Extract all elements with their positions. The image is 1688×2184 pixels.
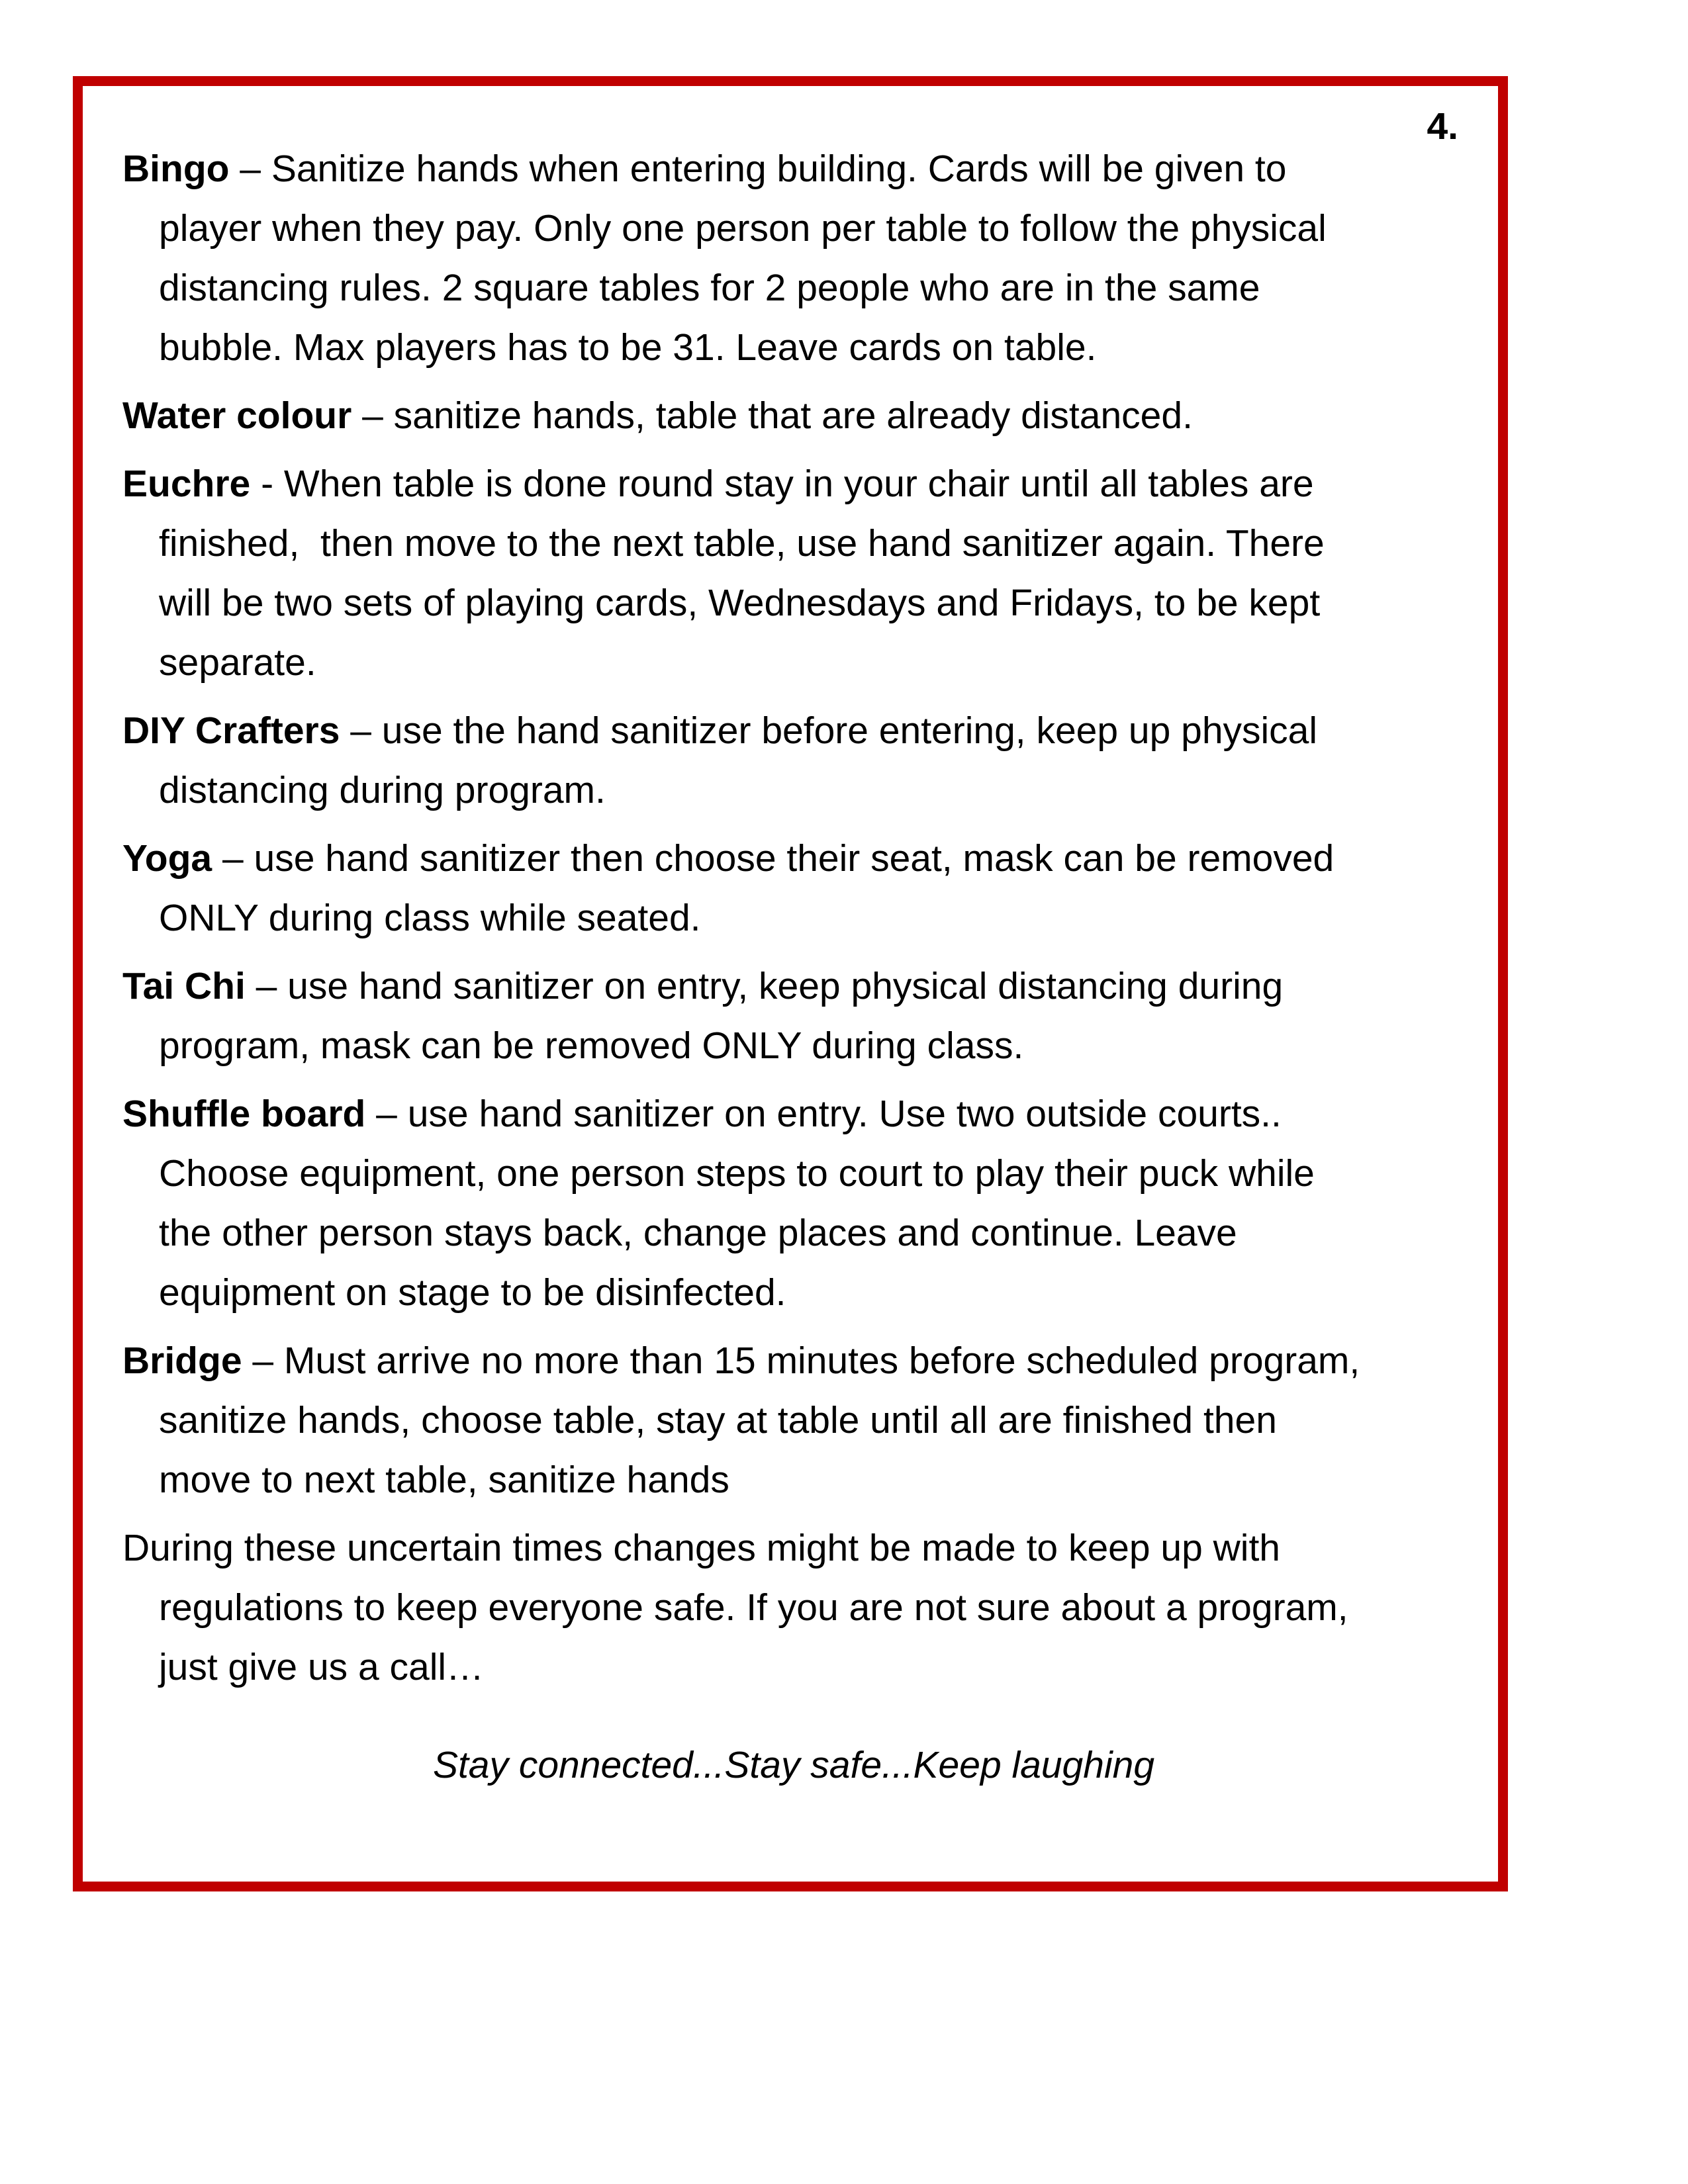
text-line: distancing during program. [159, 769, 606, 811]
text-line [122, 386, 1465, 445]
paragraph-bridge [122, 1331, 1465, 1510]
text-line [122, 956, 1465, 1016]
paragraph-water-colour [122, 386, 1465, 445]
paragraph-yoga [122, 829, 1465, 948]
paragraph-shuffle-board [122, 1084, 1465, 1322]
page-number: 4. [1427, 105, 1458, 148]
paragraph-bingo [122, 139, 1465, 377]
text-line: sanitize hands, choose table, stay at table until all are finished then [159, 1399, 1277, 1441]
text-line: bubble. Max players has to be 31. Leave cards on table. [159, 326, 1097, 369]
text-line [122, 1518, 1465, 1578]
text-line: will be two sets of playing cards, Wednesdays and Fridays, to be kept [159, 582, 1321, 624]
program-title: Euchre [122, 463, 251, 505]
text-line [122, 1331, 1465, 1390]
text-run: – Must arrive no more than 15 minutes before scheduled program, [242, 1340, 1360, 1382]
program-title: Water colour [122, 394, 352, 437]
text-line: move to next table, sanitize hands [159, 1459, 729, 1501]
text-line [122, 139, 1465, 199]
text-run: – use hand sanitizer then choose their seat, mask can be removed [212, 837, 1335, 880]
text-line [122, 454, 1465, 514]
text-run: During these uncertain times changes might be made to keep up with [122, 1527, 1280, 1569]
paragraph-tai-chi [122, 956, 1465, 1075]
paragraph-disclaimer [122, 1518, 1465, 1697]
text-run: – use hand sanitizer on entry, keep physical distancing during [245, 965, 1284, 1007]
program-title: Yoga [122, 837, 212, 880]
text-line: ONLY during class while seated. [159, 897, 701, 939]
text-line: program, mask can be removed ONLY during class. [159, 1024, 1024, 1067]
program-title: Bridge [122, 1340, 242, 1382]
text-run: - When table is done round stay in your chair until all tables are [250, 463, 1314, 505]
text-line: regulations to keep everyone safe. If you are not sure about a program, [159, 1586, 1348, 1629]
program-title: Tai Chi [122, 965, 246, 1007]
text-run: – sanitize hands, table that are already distanced. [352, 394, 1193, 437]
text-line: distancing rules. 2 square tables for 2 people who are in the same [159, 267, 1260, 309]
program-title: Shuffle board [122, 1093, 366, 1135]
text-line [122, 1084, 1465, 1144]
text-line [122, 829, 1465, 888]
text-line [122, 701, 1465, 760]
program-title: DIY Crafters [122, 709, 340, 752]
text-run: – use the hand sanitizer before entering, keep up physical [340, 709, 1318, 752]
text-line: player when they pay. Only one person per table to follow the physical [159, 207, 1327, 250]
text-line: just give us a call… [159, 1646, 485, 1688]
text-run: – Sanitize hands when entering building. Cards will be given to [229, 148, 1287, 190]
red-border-frame [73, 76, 1508, 1891]
document-body [83, 86, 1498, 1795]
footer-tagline: Stay connected...Stay safe...Keep laughing [432, 1744, 1155, 1786]
text-run: – use hand sanitizer on entry. Use two outside courts.. [365, 1093, 1282, 1135]
text-line: Choose equipment, one person steps to court to play their puck while [159, 1152, 1315, 1195]
text-line: the other person stays back, change places and continue. Leave [159, 1212, 1237, 1254]
paragraph-diy-crafters [122, 701, 1465, 820]
program-title: Bingo [122, 148, 230, 190]
paragraph-euchre [122, 454, 1465, 692]
text-line: separate. [159, 641, 316, 684]
text-line: finished, then move to the next table, use hand sanitizer again. There [159, 522, 1325, 565]
text-line: equipment on stage to be disinfected. [159, 1271, 786, 1314]
